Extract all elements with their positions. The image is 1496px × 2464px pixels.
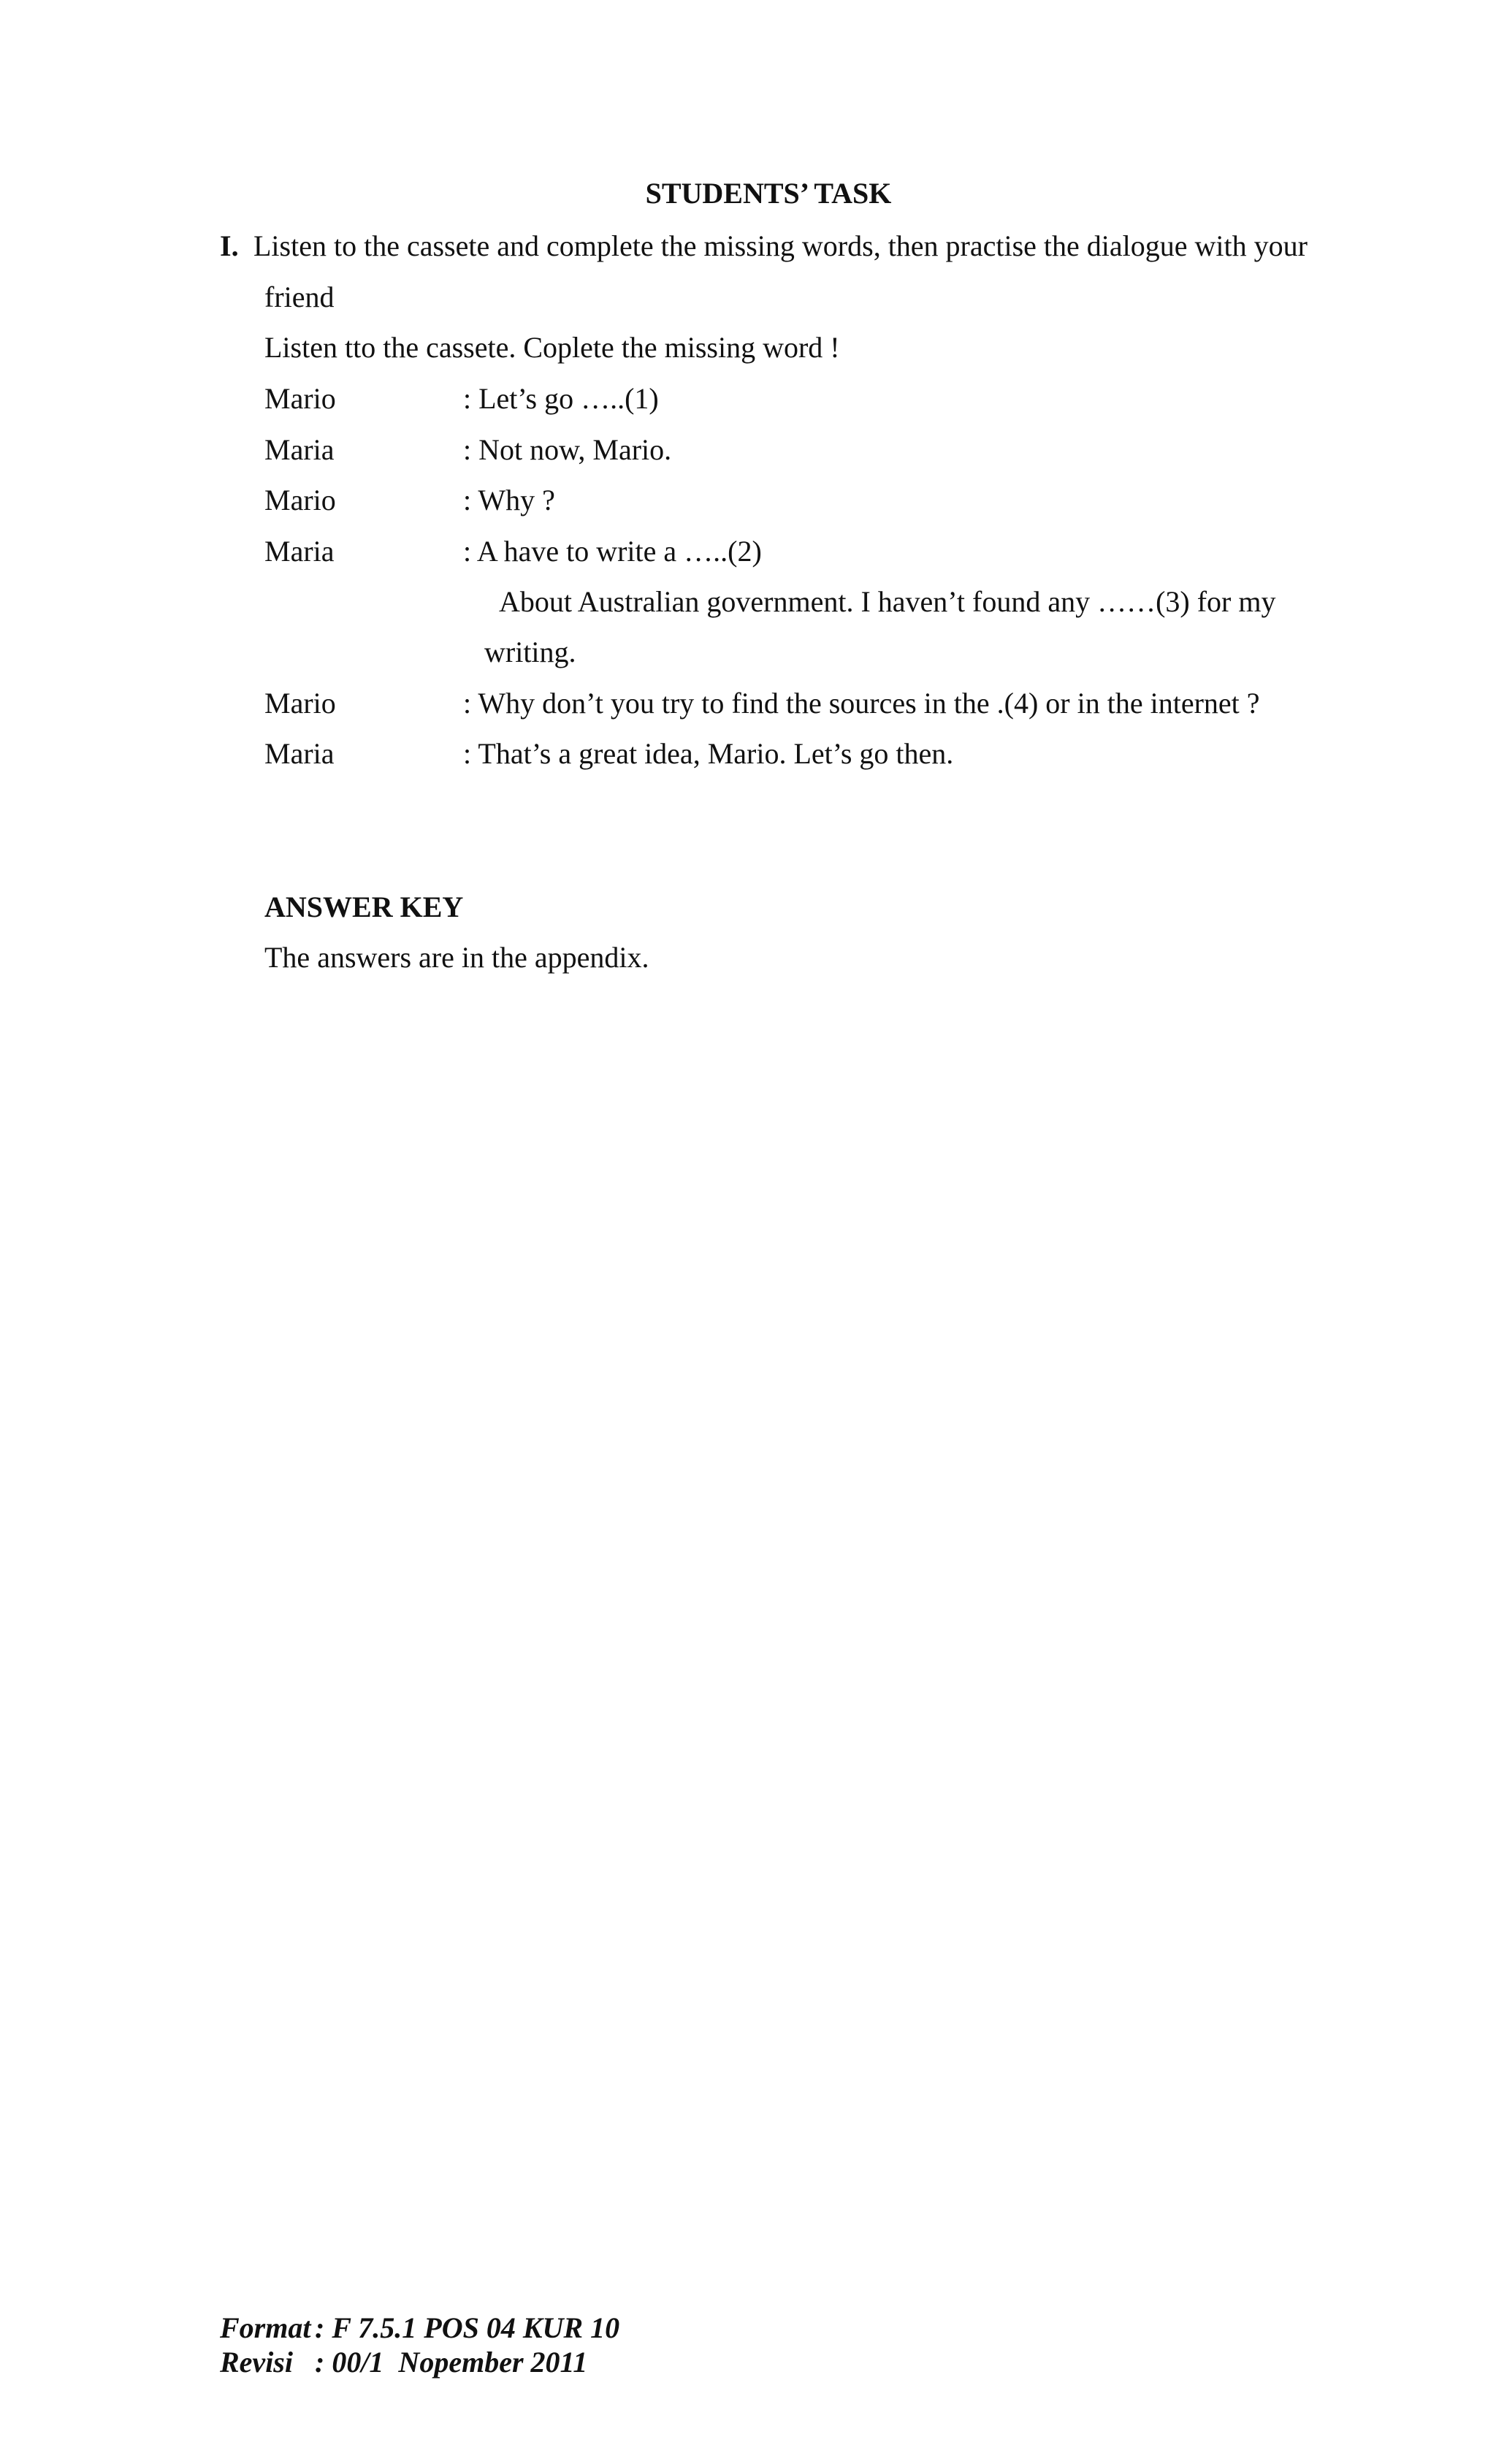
task-instruction-line-1: Listen to the cassete and complete the missing words, then practise the dialogue with your: [253, 229, 1308, 262]
page-title: STUDENTS’ TASK: [645, 177, 892, 210]
footer-format-value: : F 7.5.1 POS 04 KUR 10: [315, 2311, 620, 2344]
dialogue-line: : Not now, Mario.: [463, 433, 672, 466]
dialogue-line: : Let’s go …..(1): [463, 382, 659, 415]
footer-format: [220, 2311, 620, 2344]
dialogue-speaker: Mario: [264, 382, 336, 415]
task-instruction-line-3: Listen tto the cassete. Coplete the missing word !: [264, 331, 840, 364]
task-number: I.: [220, 229, 239, 262]
dialogue-line: : Why ?: [463, 484, 555, 516]
dialogue-speaker: Maria: [264, 535, 335, 568]
dialogue-continuation-line-2: writing.: [484, 636, 576, 668]
dialogue-speaker: Maria: [264, 433, 335, 466]
dialogue-speaker: Mario: [264, 687, 336, 720]
footer-format-label: Format: [220, 2311, 311, 2344]
footer-revisi: [220, 2348, 587, 2377]
dialogue-continuation-line-1: About Australian government. I haven’t found any ……(3) for my: [499, 585, 1276, 618]
answer-key-heading: ANSWER KEY: [264, 890, 464, 923]
dialogue-speaker: Mario: [264, 484, 336, 516]
dialogue-line: : That’s a great idea, Mario. Let’s go then.: [463, 737, 954, 770]
task-instruction-line-2: friend: [264, 281, 335, 313]
answer-key-text: The answers are in the appendix.: [264, 941, 649, 974]
footer-revisi-value: : 00/1 Nopember 2011: [315, 2346, 588, 2379]
dialogue-speaker: Maria: [264, 737, 335, 770]
dialogue-line: : A have to write a …..(2): [463, 535, 762, 568]
footer-revisi-label: Revisi: [220, 2346, 293, 2379]
dialogue-line: : Why don’t you try to find the sources in the .(4) or in the internet ?: [463, 687, 1260, 720]
